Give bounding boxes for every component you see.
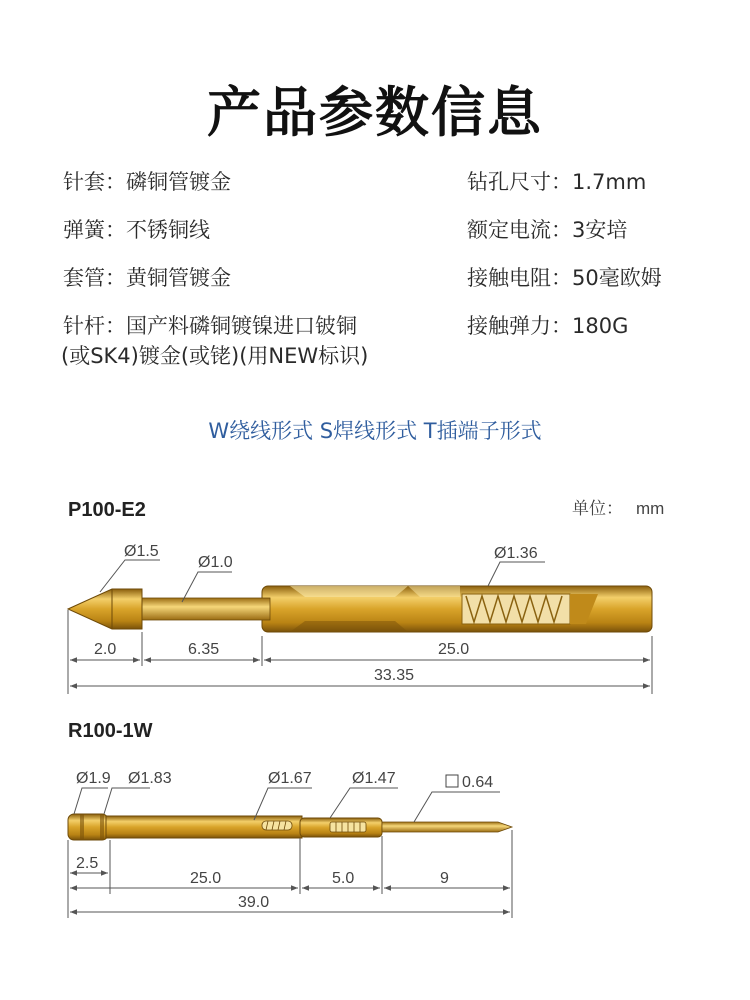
receptacle-body [68, 814, 512, 840]
page-title: 产品参数信息 [207, 81, 543, 144]
spec-spring-force [467, 311, 737, 341]
dim-tail-length: 9 [440, 870, 449, 887]
dim-end-length: 2.5 [76, 855, 99, 872]
spec-plunger-label: 针杆： [63, 314, 126, 338]
spec-spring-value: 不锈铜线 [126, 218, 210, 242]
dim-lengths-r100 [68, 830, 512, 918]
dim-plunger-diameter: Ø1.0 [198, 554, 233, 571]
dim-total-length: 33.35 [374, 667, 415, 684]
dim-body-length: 25.0 [190, 870, 222, 887]
probe-barrel [262, 586, 652, 632]
spec-drill-size [467, 167, 737, 197]
spec-barrel-value: 黄铜管镀金 [126, 266, 231, 290]
model-p100-e2: P100-E2 [68, 499, 146, 521]
dim-lengths-p100 [68, 610, 652, 694]
forms-line: W绕线形式 S焊线形式 T插端子形式 [208, 419, 542, 443]
dim-diameters-r100 [74, 788, 500, 822]
spec-drill-size-label: 钻孔尺寸： [467, 170, 572, 194]
spec-contact-resistance-value: 50毫欧姆 [572, 266, 662, 290]
spec-plunger-value-line2: (或SK4)镀金(或铑)(用NEW标识) [61, 344, 369, 368]
spec-spring-force-label: 接触弹力： [467, 314, 572, 338]
spec-spring-label: 弹簧： [63, 218, 126, 242]
probe-plunger [68, 589, 270, 629]
dim-tip-diameter: Ø1.5 [124, 543, 159, 560]
model-r100-1w: R100-1W [68, 720, 153, 742]
square-section-icon [446, 775, 458, 787]
spec-barrel-label: 套管： [63, 266, 126, 290]
dim-end-diameter: Ø1.9 [76, 770, 111, 787]
spec-barrel [63, 263, 443, 293]
spec-contact-resistance [467, 263, 737, 293]
spec-plunger-value: 国产料磷铜镀镍进口铍铜 [126, 314, 357, 338]
dim-plunger-length: 6.35 [188, 641, 220, 658]
spec-spring-force-value: 180G [572, 314, 629, 338]
dim-barrel-diameter: Ø1.36 [494, 545, 538, 562]
spec-contact-resistance-label: 接触电阻： [467, 266, 572, 290]
spec-rated-current-label: 额定电流： [467, 218, 572, 242]
spec-sleeve [63, 167, 443, 197]
spec-sleeve-value: 磷铜管镀金 [126, 170, 231, 194]
spec-spring [63, 215, 443, 245]
unit-label: 单位： [572, 499, 623, 518]
dim-diameters-p100 [100, 560, 545, 602]
spec-sleeve-label: 针套： [63, 170, 126, 194]
dim-tail-square: 0.64 [462, 774, 494, 791]
dim-total-length-r100: 39.0 [238, 894, 270, 911]
dim-body-diameter: Ø1.67 [268, 770, 312, 787]
dim-barrel-length: 25.0 [438, 641, 470, 658]
dim-tip-length: 2.0 [94, 641, 117, 658]
spec-plunger [63, 311, 443, 371]
spec-rated-current [467, 215, 737, 245]
dim-ring-length: 5.0 [332, 870, 355, 887]
dim-ring-diameter: Ø1.47 [352, 770, 396, 787]
spec-rated-current-value: 3安培 [572, 218, 628, 242]
spec-drill-size-value: 1.7mm [572, 170, 647, 194]
dim-neck-diameter: Ø1.83 [128, 770, 172, 787]
unit-value: mm [636, 499, 665, 518]
